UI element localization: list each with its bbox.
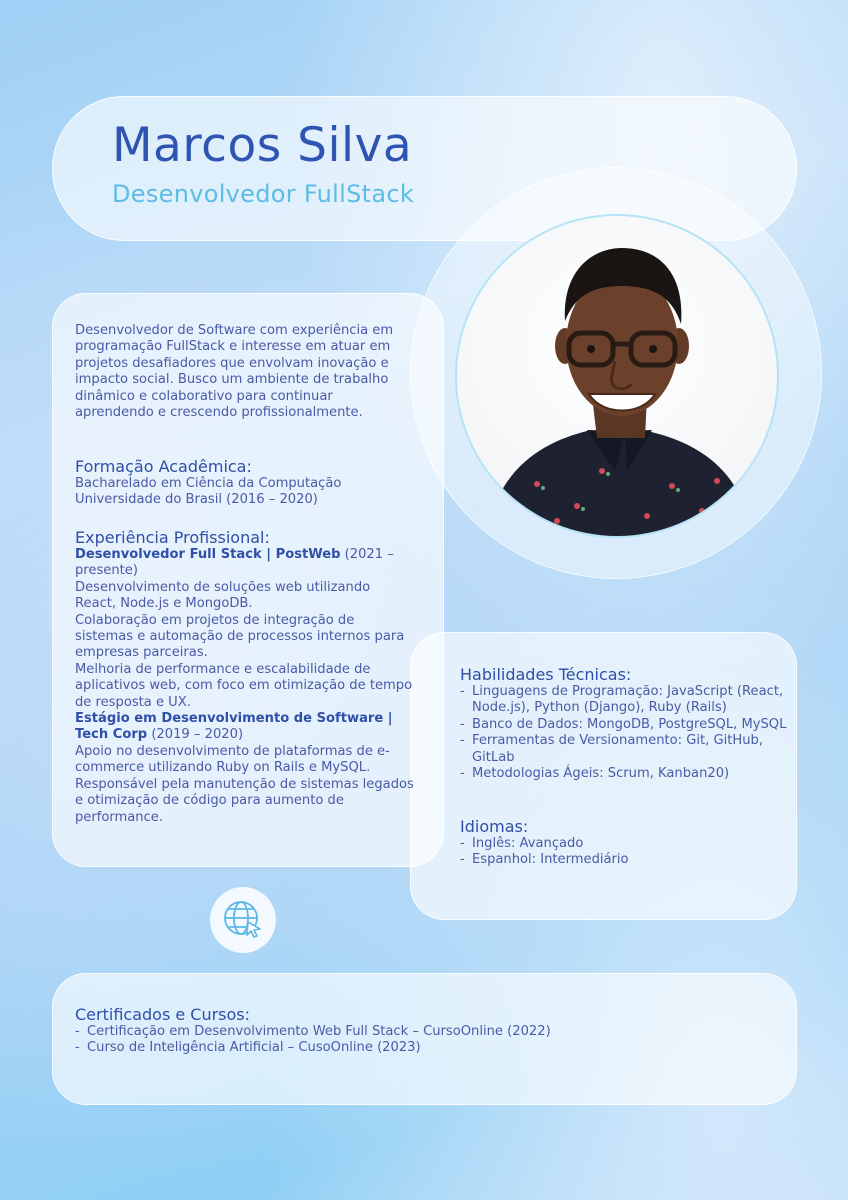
- job-title: Desenvolvedor FullStack: [112, 180, 415, 208]
- certificate-item: - Certificação em Desenvolvimento Web Full Stack – CursoOnline (2022): [75, 1024, 775, 1040]
- profile-photo: [455, 214, 779, 538]
- job-title-line: [75, 547, 415, 580]
- certificates-list: [75, 1024, 775, 1057]
- job-item: Desenvolvimento de soluções web utilizando React, Node.js e MongoDB.: [75, 579, 371, 612]
- languages-list: [460, 836, 790, 869]
- skill-item: - Ferramentas de Versionamento: Git, GitHub, GitLab: [460, 733, 790, 766]
- job-name: Desenvolvedor Full Stack | PostWeb: [75, 547, 341, 562]
- portfolio-link-button[interactable]: [210, 887, 276, 953]
- job-name: Estágio em Desenvolvimento de Software | Tech Corp: [75, 711, 393, 743]
- skill-item: - Banco de Dados: MongoDB, PostgreSQL, MySQL: [460, 717, 790, 733]
- skill-item: - Metodologias Ágeis: Scrum, Kanban20): [460, 766, 790, 782]
- job-title-line: [75, 711, 415, 744]
- certificate-item: - Curso de Inteligência Artificial – CusoOnline (2023): [75, 1040, 775, 1056]
- languages-section: [460, 818, 790, 869]
- languages-heading: Idiomas:: [460, 817, 529, 836]
- education-section: [75, 458, 415, 509]
- job-item: Responsável pela manutenção de sistemas legados e otimização de código para aumento de performance.: [75, 776, 414, 825]
- job-period: (2021 – presente): [75, 547, 394, 579]
- job-item: Melhoria de performance e escalabilidade de aplicativos web, com foco em otimização de tempo de resposta e UX.: [75, 661, 413, 710]
- skills-list: [460, 684, 790, 782]
- job-period: (2019 – 2020): [147, 727, 244, 743]
- language-item: - Inglês: Avançado: [460, 836, 790, 852]
- skill-item: - Linguagens de Programação: JavaScript (React, Node.js), Python (Django), Ruby (Rails): [460, 684, 790, 717]
- experience-heading: Experiência Profissional:: [75, 528, 270, 547]
- job-item: Apoio no desenvolvimento de plataformas de e-commerce utilizando Ruby on Rails e MySQL.: [75, 743, 390, 776]
- experience-section: [75, 529, 415, 826]
- certificates-section: [75, 1006, 775, 1057]
- skills-section: [460, 666, 790, 782]
- certificates-heading: Certificados e Cursos:: [75, 1005, 251, 1024]
- portrait-illustration: [457, 216, 777, 536]
- education-heading: Formação Acadêmica:: [75, 457, 252, 476]
- language-item: - Espanhol: Intermediário: [460, 852, 790, 868]
- summary-text: Desenvolvedor de Software com experiência em programação FullStack e interesse em atuar em projetos desafiadores que envolvam inovação e impacto social. Busco um ambiente de trabalho dinâmico e colaborativo para continuar aprendendo e crescendo profissionalmente.: [75, 323, 394, 421]
- globe-cursor-icon: [221, 898, 265, 942]
- education-institution: Universidade do Brasil (2016 – 2020): [75, 492, 318, 508]
- education-degree: Bacharelado em Ciência da Computação: [75, 476, 342, 491]
- skills-heading: Habilidades Técnicas:: [460, 665, 632, 684]
- job-item: Colaboração em projetos de integração de sistemas e automação de processos internos para empresas parceiras.: [75, 612, 405, 661]
- person-name: Marcos Silva: [112, 118, 413, 173]
